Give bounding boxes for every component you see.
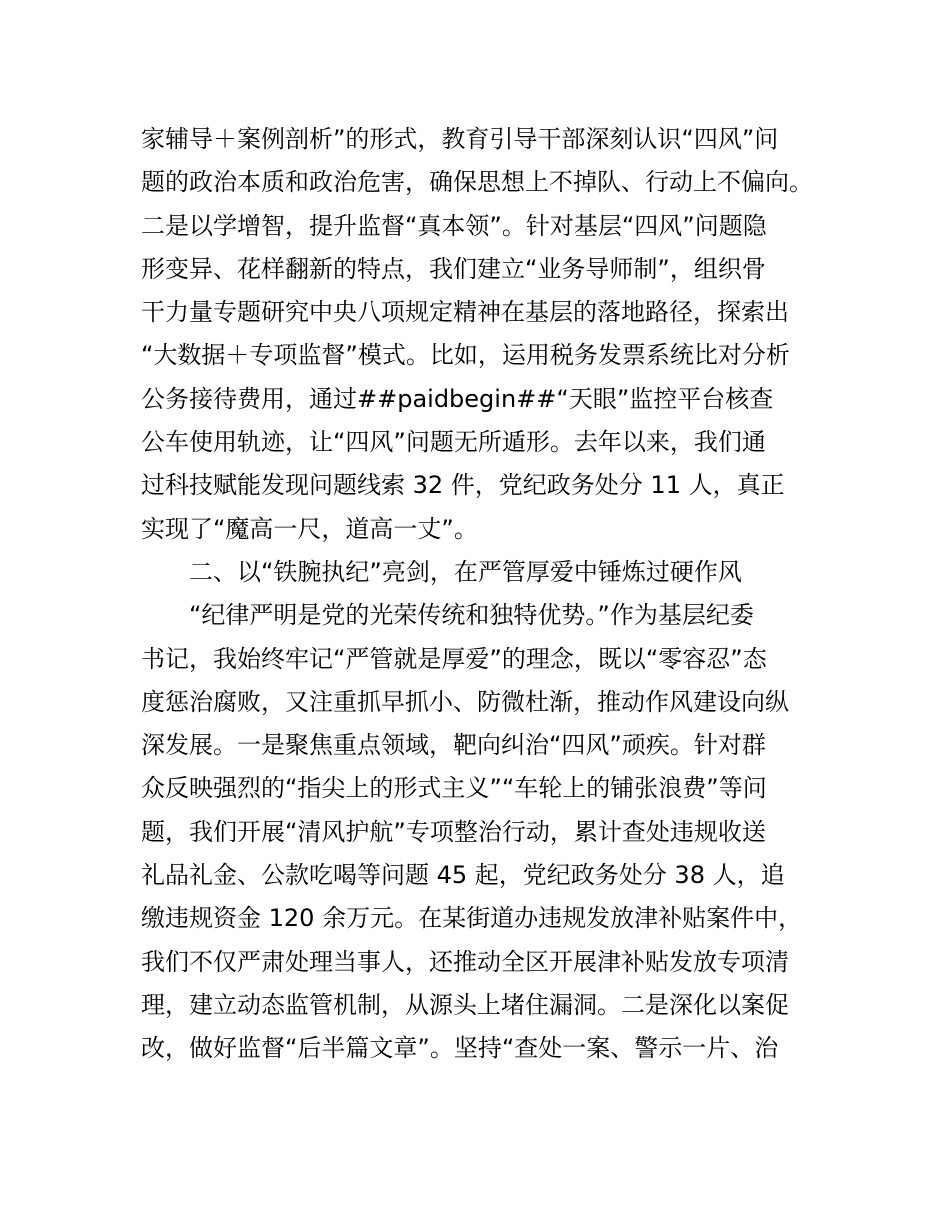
section-heading: 二、以“铁腕执纪”亮剑，在严管厚爱中锤炼过硬作风 [189, 557, 742, 586]
text-line: 干力量专题研究中央八项规定精神在基层的落地路径，探索出 [141, 298, 789, 327]
text-line: 礼品礼金、公款吃喝等问题 45 起，党纪政务处分 38 人，追 [141, 861, 785, 890]
text-line: “大数据＋专项监督”模式。比如，运用税务发票系统比对分析 [141, 341, 790, 370]
text-line: 理，建立动态监管机制，从源头上堵住漏洞。二是深化以案促 [141, 990, 789, 1019]
text-line: 度惩治腐败，又注重抓早抓小、防微杜渐，推动作风建设向纵 [141, 687, 789, 716]
text-line: 题，我们开展“清风护航”专项整治行动，累计查处违规收送 [141, 817, 766, 846]
text-line: 深发展。一是聚焦重点领域，靶向纠治“四风”顽疾。针对群 [141, 731, 766, 760]
text-line: 过科技赋能发现问题线索 32 件，党纪政务处分 11 人，真正 [141, 471, 785, 500]
text-line: 书记，我始终牢记“严管就是厚爱”的理念，既以“零容忍”态 [141, 644, 767, 673]
text-line: 公车使用轨迹，让“四风”问题无所遁形。去年以来，我们通 [141, 428, 766, 457]
text-line: 众反映强烈的“指尖上的形式主义”“车轮上的铺张浪费”等问 [141, 774, 767, 803]
text-line: 题的政治本质和政治危害，确保思想上不掉队、行动上不偏向。 [141, 168, 813, 197]
text-line: 我们不仅严肃处理当事人，还推动全区开展津补贴发放专项清 [141, 947, 789, 976]
text-line: 二是以学增智，提升监督“真本领”。针对基层“四风”问题隐 [141, 211, 767, 240]
text-line: 实现了“魔高一尺，道高一丈”。 [141, 514, 478, 543]
text-line: 公务接待费用，通过##paidbegin##“天眼”监控平台核查 [141, 384, 774, 413]
text-line: 家辅导＋案例剖析”的形式，教育引导干部深刻认识“四风”问 [141, 125, 779, 153]
text-line: 形变异、花样翻新的特点，我们建立“业务导师制”，组织骨 [141, 254, 766, 283]
text-line: “纪律严明是党的光荣传统和独特优势。”作为基层纪委 [189, 601, 754, 630]
body-text [141, 118, 821, 1071]
text-line: 改，做好监督“后半篇文章”。坚持“查处一案、警示一片、治 [141, 1034, 779, 1063]
text-line: 缴违规资金 120 余万元。在某街道办违规发放津补贴案件中， [141, 904, 803, 933]
